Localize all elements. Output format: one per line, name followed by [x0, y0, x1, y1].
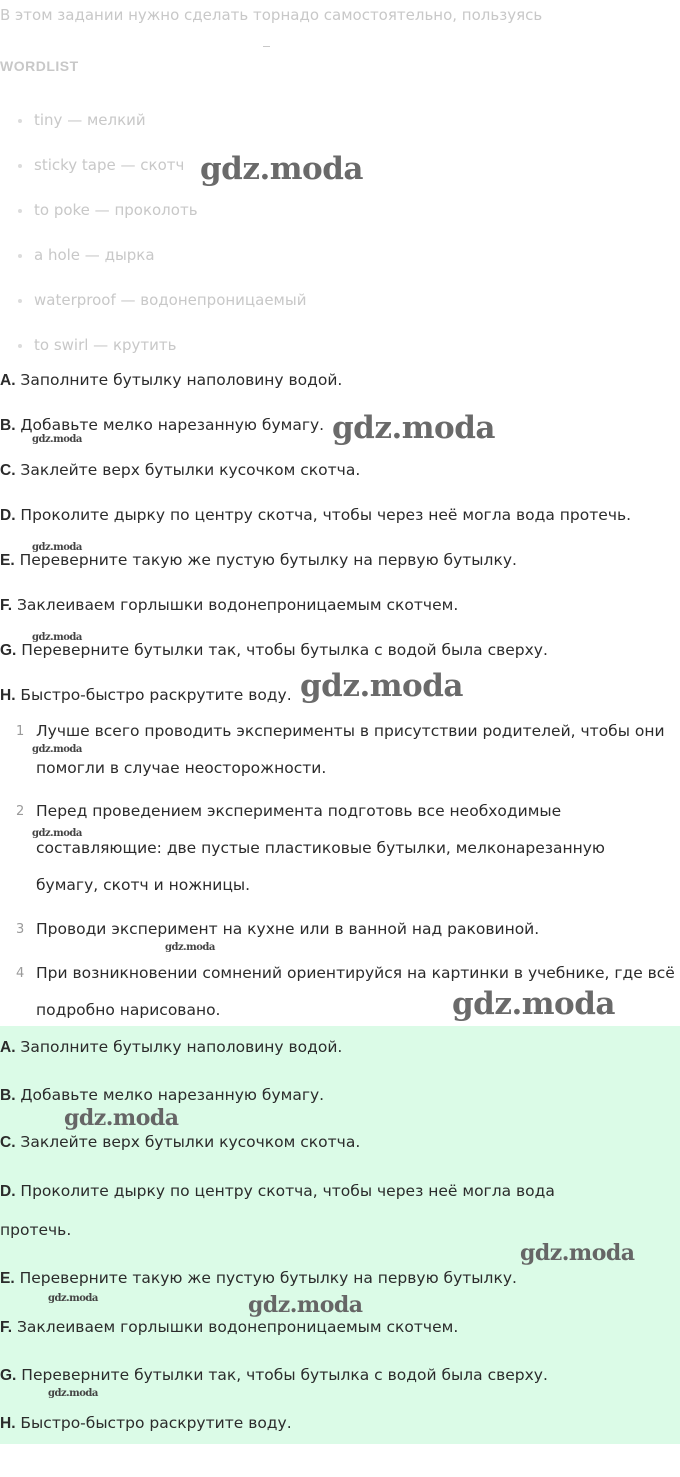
intro-text: В этом задании нужно сделать торнадо самостоятельно, пользуясь [0, 6, 543, 24]
step-item: H. Быстро-быстро раскрутите воду. [0, 686, 292, 704]
divider-mark [263, 46, 270, 47]
wordlist-title: WORDLIST [0, 58, 79, 74]
bullet-icon [18, 119, 22, 123]
watermark: gdz.moda [248, 1292, 363, 1318]
answer-item: F. Заклеиваем горлышки водонепроницаемым скотчем. [0, 1318, 459, 1336]
tip-text: Проводи эксперимент на кухне или в ванной над раковиной. [36, 920, 540, 938]
tip-number: 2 [16, 804, 25, 819]
watermark: gdz.moda [32, 434, 82, 445]
tip-text: При возникновении сомнений ориентируйся на картинки в учебнике, где всё подробно нарисовано. [36, 964, 675, 1019]
answer-item: C. Заклейте верх бутылки кусочком скотча. [0, 1133, 361, 1151]
wordlist-item: to poke — проколоть [18, 201, 198, 219]
answer-item: A. Заполните бутылку наполовину водой. [0, 1038, 343, 1056]
step-item: E. Переверните такую же пустую бутылку на первую бутылку. [0, 551, 517, 569]
tip-text: Лучше всего проводить эксперименты в присутствии родителей, чтобы они помогли в случае неосторожности. [36, 722, 665, 777]
watermark: gdz.moda [32, 542, 82, 553]
bullet-icon [18, 164, 22, 168]
bullet-icon [18, 254, 22, 258]
step-item: B. Добавьте мелко нарезанную бумагу. [0, 416, 325, 434]
step-item: C. Заклейте верх бутылки кусочком скотча. [0, 461, 361, 479]
watermark: gdz.moda [200, 151, 363, 187]
tip-number: 4 [16, 966, 25, 981]
bullet-icon [18, 209, 22, 213]
tip-text: Перед проведением эксперимента подготовь все необходимые составляющие: две пустые пластиковые бутылки, мелконарезанную бумагу, скотч и ножницы. [36, 802, 605, 894]
wordlist-item: sticky tape — скотч [18, 156, 184, 174]
step-item: A. Заполните бутылку наполовину водой. [0, 371, 343, 389]
watermark: gdz.moda [520, 1240, 635, 1266]
bullet-icon [18, 299, 22, 303]
watermark: gdz.moda [32, 828, 82, 839]
watermark: gdz.moda [32, 632, 82, 643]
answer-item: H. Быстро-быстро раскрутите воду. [0, 1414, 292, 1432]
watermark: gdz.moda [48, 1293, 98, 1304]
watermark: gdz.moda [64, 1105, 179, 1131]
tip-number: 1 [16, 724, 25, 739]
answer-item: D. Проколите дырку по центру скотча, чтобы через неё могла вода [0, 1182, 555, 1200]
answer-block [0, 1026, 680, 1444]
tip-number: 3 [16, 922, 25, 937]
answer-item: B. Добавьте мелко нарезанную бумагу. [0, 1086, 325, 1104]
watermark: gdz.moda [32, 744, 82, 755]
wordlist-item: to swirl — крутить [18, 336, 176, 354]
wordlist-item: tiny — мелкий [18, 111, 146, 129]
step-item: F. Заклеиваем горлышки водонепроницаемым скотчем. [0, 596, 459, 614]
watermark: gdz.moda [300, 668, 463, 704]
watermark: gdz.moda [332, 410, 495, 446]
bullet-icon [18, 344, 22, 348]
step-item: G. Переверните бутылки так, чтобы бутылка с водой была сверху. [0, 641, 548, 659]
answer-item-continued: протечь. [0, 1221, 72, 1239]
watermark: gdz.moda [452, 986, 615, 1022]
wordlist-item: waterproof — водонепроницаемый [18, 291, 306, 309]
answer-item: G. Переверните бутылки так, чтобы бутылка с водой была сверху. [0, 1366, 548, 1384]
step-item: D. Проколите дырку по центру скотча, чтобы через неё могла вода протечь. [0, 506, 632, 524]
answer-item: E. Переверните такую же пустую бутылку на первую бутылку. [0, 1269, 517, 1287]
watermark: gdz.moda [48, 1388, 98, 1399]
wordlist-item: a hole — дырка [18, 246, 155, 264]
watermark: gdz.moda [165, 942, 215, 953]
